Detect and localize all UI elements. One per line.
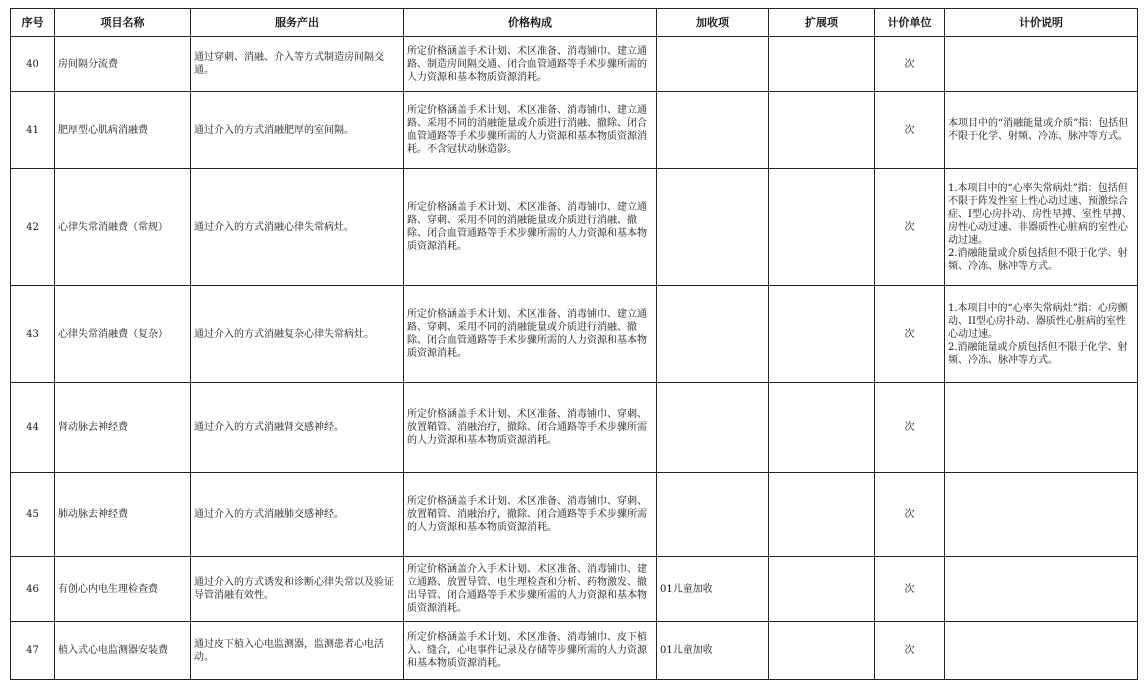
cell-output: 通过介入的方式消融肥厚的室间隔。 bbox=[191, 92, 404, 169]
cell-extension bbox=[769, 473, 875, 557]
cell-extension bbox=[769, 92, 875, 169]
header-surcharge: 加收项 bbox=[657, 9, 769, 37]
table-header-row bbox=[11, 9, 1138, 37]
table-row bbox=[11, 37, 1138, 92]
cell-note: 1.本项目中的“心率失常病灶”指：心房颤动、II型心房扑动、器质性心脏病的室性心动过速。 2.消融能量或介质包括但不限于化学、射频、冷冻、脉冲等方式。 bbox=[945, 286, 1138, 383]
cell-output: 通过介入的方式诱发和诊断心律失常以及验证导管消融有效性。 bbox=[191, 557, 404, 622]
cell-no: 46 bbox=[11, 557, 55, 622]
cell-no: 45 bbox=[11, 473, 55, 557]
cell-note bbox=[945, 622, 1138, 680]
cell-extension bbox=[769, 286, 875, 383]
cell-output: 通过介入的方式消融肺交感神经。 bbox=[191, 473, 404, 557]
cell-price: 所定价格涵盖手术计划、术区准备、消毒铺巾、皮下植入、缝合，心电事件记录及存储等步骤所需的人力资源和基本物质资源消耗。 bbox=[404, 622, 657, 680]
cell-unit: 次 bbox=[875, 37, 945, 92]
table-row bbox=[11, 473, 1138, 557]
cell-unit: 次 bbox=[875, 622, 945, 680]
cell-unit: 次 bbox=[875, 557, 945, 622]
price-table bbox=[10, 8, 1138, 680]
table-row bbox=[11, 557, 1138, 622]
cell-unit: 次 bbox=[875, 383, 945, 473]
cell-unit: 次 bbox=[875, 92, 945, 169]
cell-surcharge bbox=[657, 92, 769, 169]
table-row bbox=[11, 622, 1138, 680]
cell-no: 43 bbox=[11, 286, 55, 383]
cell-price: 所定价格涵盖手术计划、术区准备、消毒铺巾、穿刺、放置鞘管、消融治疗，撤除、闭合通路等手术步骤所需的人力资源和基本物质资源消耗。 bbox=[404, 383, 657, 473]
header-extension: 扩展项 bbox=[769, 9, 875, 37]
cell-price: 所定价格涵盖手术计划、术区准备、消毒铺巾、穿刺、放置鞘管、消融治疗，撤除、闭合通路等手术步骤所需的人力资源和基本物质资源消耗。 bbox=[404, 473, 657, 557]
cell-surcharge bbox=[657, 473, 769, 557]
cell-output: 通过介入的方式消融心律失常病灶。 bbox=[191, 169, 404, 286]
cell-price: 所定价格涵盖手术计划、术区准备、消毒铺巾、建立通路、制造房间隔交通、闭合血管通路等手术步骤所需的人力资源和基本物质资源消耗。 bbox=[404, 37, 657, 92]
cell-surcharge bbox=[657, 37, 769, 92]
cell-surcharge bbox=[657, 286, 769, 383]
cell-unit: 次 bbox=[875, 286, 945, 383]
header-output: 服务产出 bbox=[191, 9, 404, 37]
table-row bbox=[11, 92, 1138, 169]
header-price: 价格构成 bbox=[404, 9, 657, 37]
header-unit: 计价单位 bbox=[875, 9, 945, 37]
cell-name: 有创心内电生理检查费 bbox=[55, 557, 191, 622]
cell-price: 所定价格涵盖手术计划、术区准备、消毒铺巾、建立通路、穿刺、采用不同的消融能量或介质进行消融、撤除、闭合血管通路等手术步骤所需的人力资源和基本物质资源消耗。 bbox=[404, 169, 657, 286]
cell-no: 47 bbox=[11, 622, 55, 680]
cell-unit: 次 bbox=[875, 473, 945, 557]
header-name: 项目名称 bbox=[55, 9, 191, 37]
cell-note: 1.本项目中的“心率失常病灶”指：包括但不限于阵发性室上性心动过速、预激综合症、I型心房扑动、房性早搏、室性早搏、房性心动过速、非器质性心脏病的室性心动过速。 2.消融能量或介质包括但不限于化学、射频、冷冻、脉冲等方式。 bbox=[945, 169, 1138, 286]
cell-output: 通过介入的方式消融肾交感神经。 bbox=[191, 383, 404, 473]
table-row bbox=[11, 286, 1138, 383]
cell-output: 通过皮下植入心电监测器，监测患者心电活动。 bbox=[191, 622, 404, 680]
cell-price: 所定价格涵盖手术计划、术区准备、消毒铺巾、建立通路、穿刺、采用不同的消融能量或介质进行消融、撤除、闭合血管通路等手术步骤所需的人力资源和基本物质资源消耗。 bbox=[404, 286, 657, 383]
cell-name: 房间隔分流费 bbox=[55, 37, 191, 92]
cell-name: 肾动脉去神经费 bbox=[55, 383, 191, 473]
cell-no: 42 bbox=[11, 169, 55, 286]
cell-price: 所定价格涵盖手术计划、术区准备、消毒铺巾、建立通路、采用不同的消融能量或介质进行消融、撤除、闭合血管通路等手术步骤所需的人力资源和基本物质资源消耗。不含冠状动脉造影。 bbox=[404, 92, 657, 169]
cell-no: 44 bbox=[11, 383, 55, 473]
cell-surcharge bbox=[657, 383, 769, 473]
cell-name: 植入式心电监测器安装费 bbox=[55, 622, 191, 680]
cell-note bbox=[945, 473, 1138, 557]
cell-extension bbox=[769, 622, 875, 680]
cell-no: 41 bbox=[11, 92, 55, 169]
cell-extension bbox=[769, 383, 875, 473]
cell-extension bbox=[769, 37, 875, 92]
cell-extension bbox=[769, 557, 875, 622]
cell-extension bbox=[769, 169, 875, 286]
cell-surcharge bbox=[657, 169, 769, 286]
cell-output: 通过穿刺、消融、介入等方式制造房间隔交通。 bbox=[191, 37, 404, 92]
header-note: 计价说明 bbox=[945, 9, 1138, 37]
table-row bbox=[11, 169, 1138, 286]
cell-name: 心律失常消融费（复杂） bbox=[55, 286, 191, 383]
table-row bbox=[11, 383, 1138, 473]
cell-price: 所定价格涵盖介入手术计划、术区准备、消毒铺巾、建立通路、放置导管、电生理检查和分析、药物激发、撤出导管、闭合通路等手术步骤所需的人力资源和基本物质资源消耗。 bbox=[404, 557, 657, 622]
cell-name: 肺动脉去神经费 bbox=[55, 473, 191, 557]
cell-note bbox=[945, 383, 1138, 473]
header-no: 序号 bbox=[11, 9, 55, 37]
cell-name: 心律失常消融费（常规） bbox=[55, 169, 191, 286]
cell-surcharge: 01儿童加收 bbox=[657, 622, 769, 680]
cell-surcharge: 01儿童加收 bbox=[657, 557, 769, 622]
cell-note: 本项目中的“消融能量或介质”指：包括但不限于化学、射频、冷冻、脉冲等方式。 bbox=[945, 92, 1138, 169]
cell-note bbox=[945, 557, 1138, 622]
cell-unit: 次 bbox=[875, 169, 945, 286]
cell-output: 通过介入的方式消融复杂心律失常病灶。 bbox=[191, 286, 404, 383]
cell-name: 肥厚型心肌病消融费 bbox=[55, 92, 191, 169]
cell-no: 40 bbox=[11, 37, 55, 92]
price-table-container bbox=[10, 8, 1137, 680]
cell-note bbox=[945, 37, 1138, 92]
